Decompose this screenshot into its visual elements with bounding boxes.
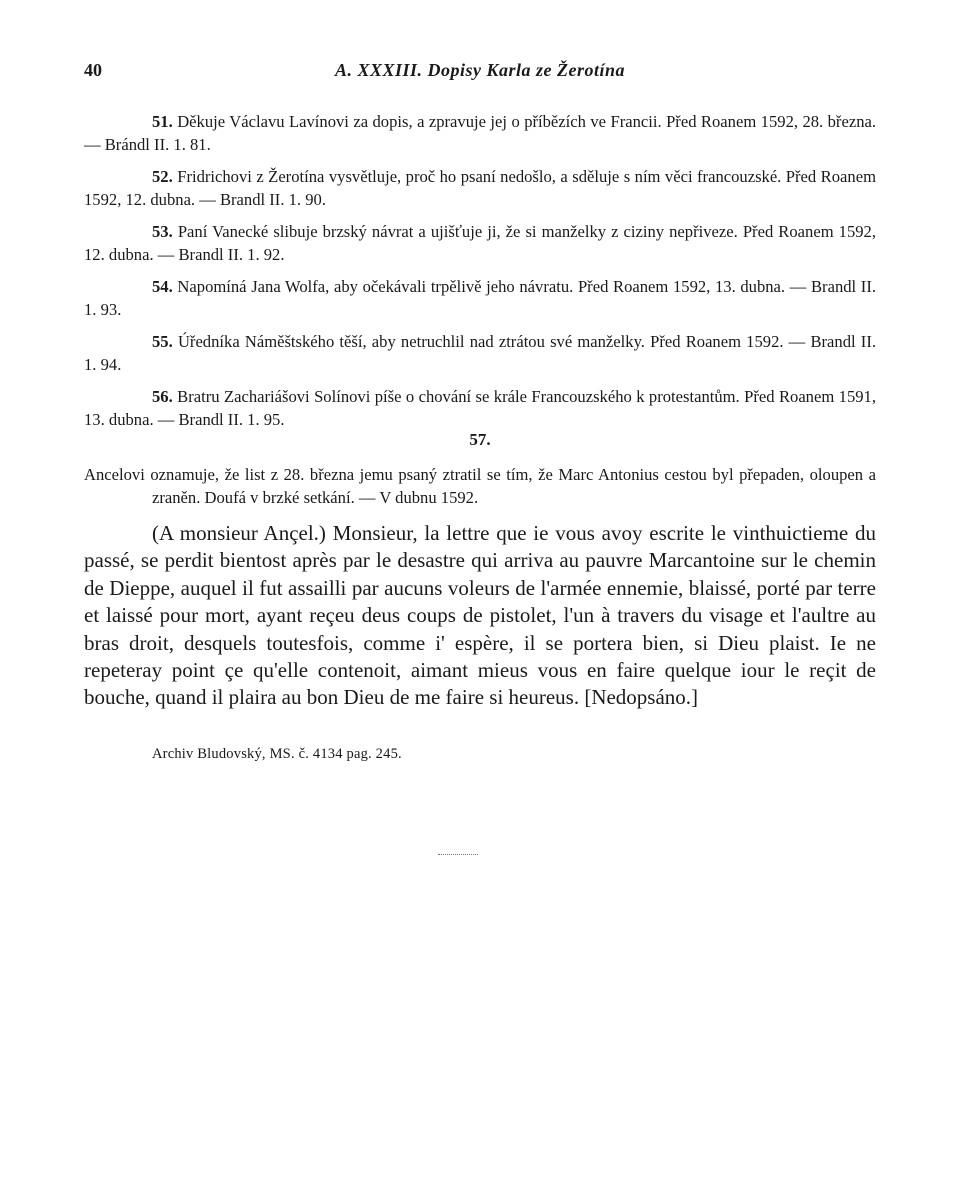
page-number: 40	[84, 60, 102, 80]
entry-text: Paní Vanecké slibuje brzský návrat a ujišťuje ji, že si manželky z ciziny nepřiveze. Před Roanem 1592, 12. dubna. — Brandl II. 1. 92.	[84, 222, 876, 264]
entry-54	[84, 275, 876, 321]
entry-number: 54.	[152, 277, 173, 296]
letter-summaries	[84, 110, 876, 440]
entry-number: 55.	[152, 332, 173, 351]
letter-body: (A monsieur Ançel.) Monsieur, la lettre que ie vous avoy escrite le vinthuictieme du passé, se perdit bientost après par le desastre qui arriva au pauvre Marcantoine sur le chemin de Dieppe, auquel il fut assailli par aucuns voleurs de l'armée ennemie, blaissé, porté par terre et laissé pour mort, ayant reçeu deus coups de pistolet, l'un à travers du visage et l'aultre au bras droit, desquels toutesfois, comme i' espère, il se portera bien, si Dieu plaist. Ie ne repeteray point çe qu'elle contenoit, aimant mieus vous en faire quelque iour le reçit de bouche, quand il plaira au bon Dieu de me faire si heureus. [Nedopsáno.]	[84, 521, 876, 710]
entry-text: Děkuje Václavu Lavínovi za dopis, a zpravuje jej o příbězích ve Francii. Před Roanem 1592, 28. března. — Brándl II. 1. 81.	[84, 112, 877, 154]
archive-citation: Archiv Bludovský, MS. č. 4134 pag. 245.	[152, 746, 402, 762]
letter-summary: Ancelovi oznamuje, že list z 28. března jemu psaný ztratil se tím, že Marc Antonius cestou byl přepaden, oloupen a zraněn. Doufá v brzké setkání. — V dubnu 1592.	[84, 465, 876, 507]
entry-text: Úředníka Náměštského těší, aby netruchlil nad ztrátou své manželky. Před Roanem 1592. — Brandl II. 1. 94.	[84, 332, 876, 374]
entry-56	[84, 385, 876, 431]
entry-text: Napomíná Jana Wolfa, aby očekávali trpělivě jeho návratu. Před Roanem 1592, 13. dubna. — Brandl II. 1. 93.	[84, 277, 877, 319]
entry-text: Bratru Zachariášovi Solínovi píše o chování se krále Francouzského k protestantům. Před Roanem 1591, 13. dubna. — Brandl II. 1. 95.	[84, 387, 877, 429]
entry-number: 53.	[152, 222, 173, 241]
footer-rule	[438, 854, 478, 856]
entry-number: 52.	[152, 167, 173, 186]
entry-52	[84, 165, 876, 211]
entry-number: 56.	[152, 387, 173, 406]
page-header	[84, 60, 876, 88]
letter-number-heading: 57.	[469, 430, 491, 449]
entry-text: Fridrichovi z Žerotína vysvětluje, proč ho psaní nedošlo, a sděluje s ním věci francouzské. Před Roanem 1592, 12. dubna. — Brandl II. 1. 90.	[84, 167, 876, 209]
entry-55	[84, 330, 876, 376]
entry-51	[84, 110, 876, 156]
entry-53	[84, 220, 876, 266]
entry-number: 51.	[152, 112, 173, 131]
running-title: A. XXXIII. Dopisy Karla ze Žerotína	[334, 60, 626, 80]
